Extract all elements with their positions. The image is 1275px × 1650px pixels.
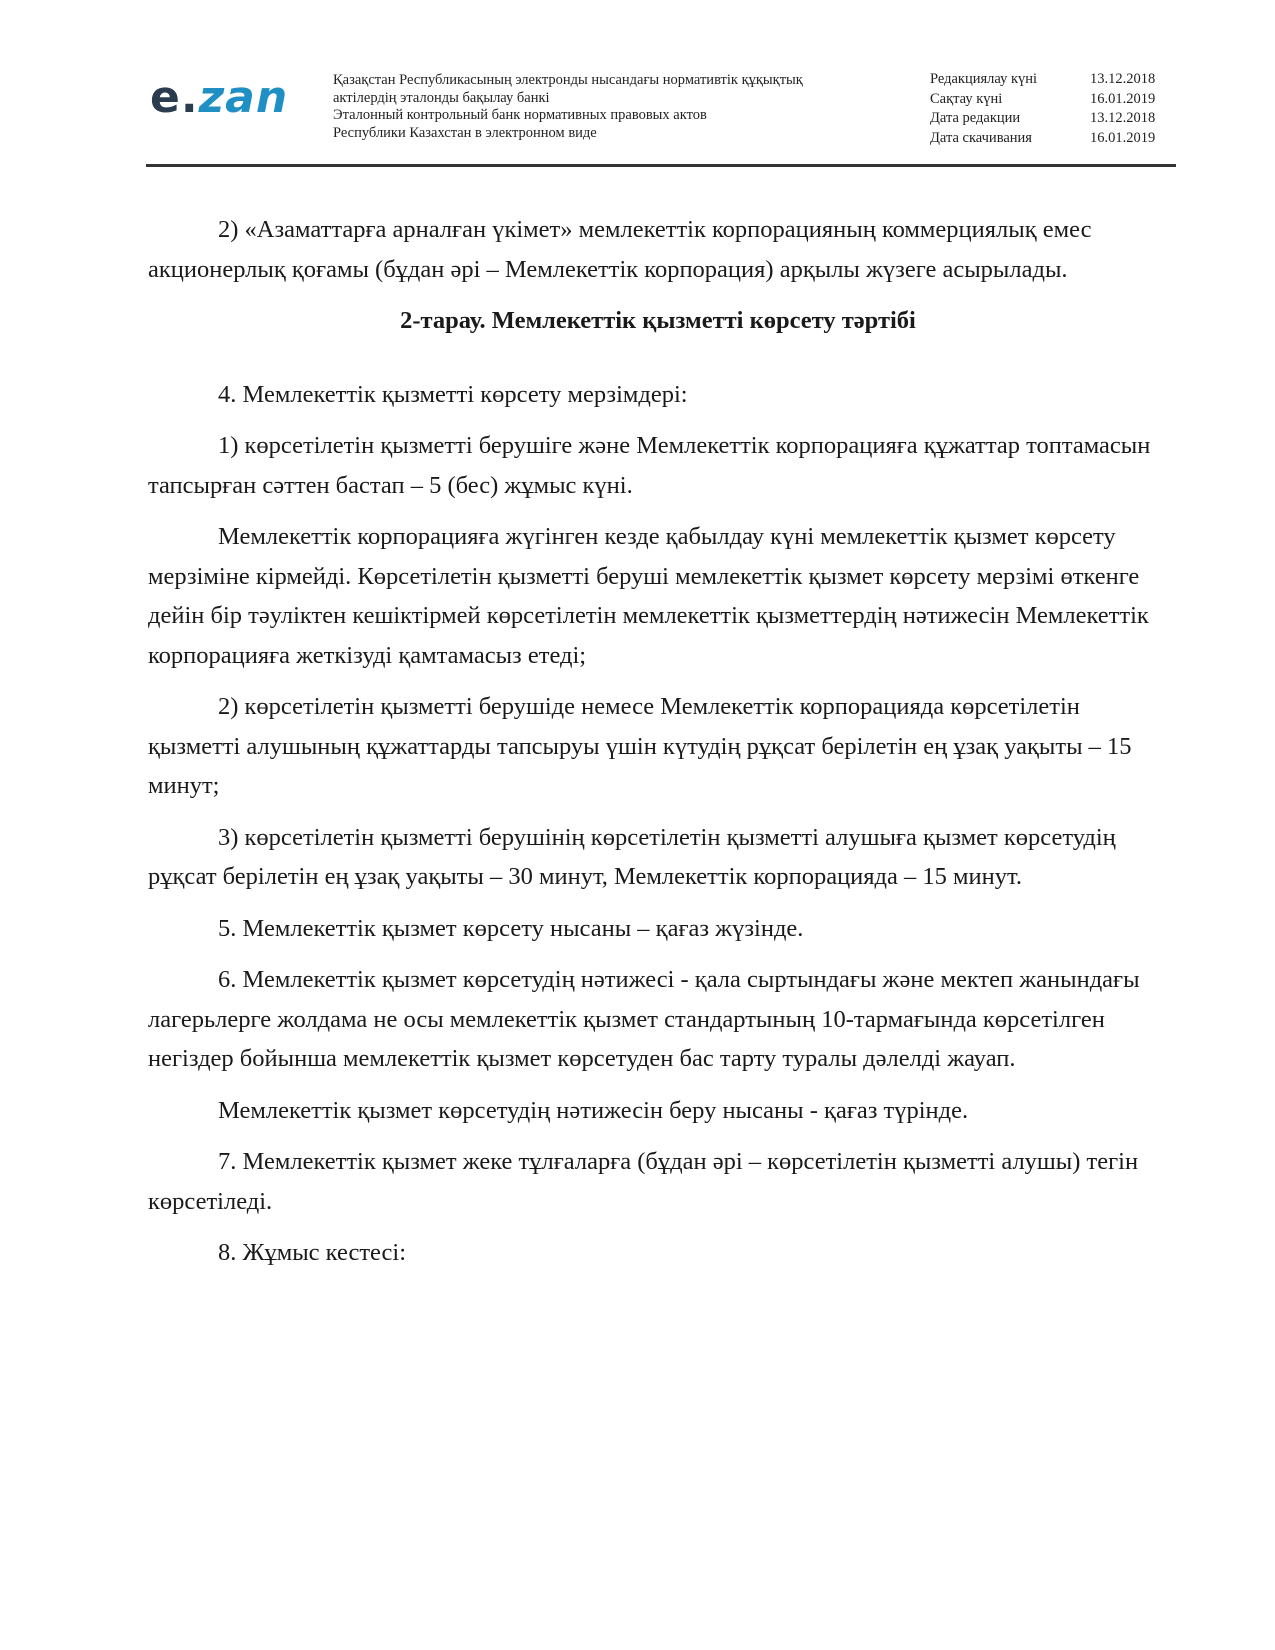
paragraph-4-1: 1) көрсетілетін қызметті берушіге және Мемлекеттік корпорацияға құжаттар топтамасын тапсырған сәттен бастап – 5 (бес) жұмыс күні. — [148, 432, 1151, 499]
header-title-block — [333, 72, 803, 142]
meta-label: Редакциялау күні — [930, 71, 1038, 87]
meta-value: 13.12.2018 — [1090, 110, 1156, 126]
meta-row-edit-date-kz — [930, 70, 1180, 90]
paragraph-6b: Мемлекеттік қызмет көрсетудің нәтижесін беру нысаны - қағаз түрінде. — [218, 1096, 969, 1124]
meta-row-save-date-kz — [930, 90, 1180, 110]
header-divider — [146, 164, 1176, 167]
meta-value: 16.01.2019 — [1090, 90, 1156, 107]
header-meta-table — [930, 70, 1180, 148]
paragraph-4-3: 3) көрсетілетін қызметті берушінің көрсетілетін қызметті алушыға қызмет көрсетудің рұқсат берілетін ең ұзақ уақыты – 30 минут, Мемлекеттік корпорацияда – 15 минут. — [148, 823, 1116, 890]
ezan-logo — [150, 72, 289, 123]
meta-value: 13.12.2018 — [1090, 71, 1156, 87]
chapter-title: 2-тарау. Мемлекеттік қызметті көрсету тәртібі — [400, 307, 916, 334]
logo-dot: . — [180, 72, 199, 123]
paragraph-intro: 2) «Азаматтарға арналған үкімет» мемлекеттік корпорацияның коммерциялық емес акционерлық қоғамы (бұдан әрі – Мемлекеттік корпорация) арқылы жүзеге асырылады. — [148, 216, 1092, 283]
paragraph-4: 4. Мемлекеттік қызметті көрсету мерзімдері: — [218, 380, 688, 408]
page-header — [0, 0, 1275, 170]
header-title-line: Республики Казахстан в электронном виде — [333, 124, 597, 141]
paragraph-7: 7. Мемлекеттік қызмет жеке тұлғаларға (бұдан әрі – көрсетілетін қызметті алушы) тегін көрсетіледі. — [148, 1148, 1139, 1215]
meta-label: Дата скачивания — [930, 129, 1032, 146]
header-title-line: Эталонный контрольный банк нормативных правовых актов — [333, 107, 707, 123]
document-body — [148, 210, 1168, 1273]
paragraph-4-1b: Мемлекеттік корпорацияға жүгінген кезде қабылдау күні мемлекеттік қызмет көрсету мерзіміне кірмейді. Көрсетілетін қызметті беруші мемлекеттік қызмет көрсету мерзімі өткенге дейін бір тәуліктен кешіктірмей көрсетілетін мемлекеттік қызметтердің нәтижесін Мемлекеттік корпорацияға жеткізуді қамтамасыз етеді; — [148, 523, 1149, 669]
meta-value: 16.01.2019 — [1090, 129, 1156, 146]
meta-row-edit-date-ru — [930, 109, 1180, 129]
paragraph-4-2: 2) көрсетілетін қызметті берушіде немесе Мемлекеттік корпорацияда көрсетілетін қызметті алушының құжаттарды тапсыруы үшін күтудің рұқсат берілетін ең ұзақ уақыты – 15 минут; — [148, 693, 1132, 799]
logo-zan: zan — [198, 72, 289, 123]
header-title-line: актілердің эталонды бақылау банкі — [333, 89, 550, 106]
meta-row-download-date-ru — [930, 129, 1180, 149]
paragraph-8: 8. Жұмыс кестесі: — [218, 1239, 406, 1266]
paragraph-6: 6. Мемлекеттік қызмет көрсетудің нәтижесі - қала сыртындағы және мектеп жанындағы лагерьлерге жолдама не осы мемлекеттік қызмет стандартының 10-тармағында көрсетілген негіздер бойынша мемлекеттік қызмет көрсетуден бас тарту туралы дәлелді жауап. — [148, 966, 1140, 1072]
paragraph-5: 5. Мемлекеттік қызмет көрсету нысаны – қағаз жүзінде. — [218, 914, 804, 942]
logo-e: e — [150, 72, 181, 123]
meta-label: Дата редакции — [930, 110, 1021, 126]
meta-label: Сақтау күні — [930, 90, 1003, 107]
header-title-line: Қазақстан Республикасының электронды нысандағы нормативтік құқықтық — [333, 72, 803, 88]
